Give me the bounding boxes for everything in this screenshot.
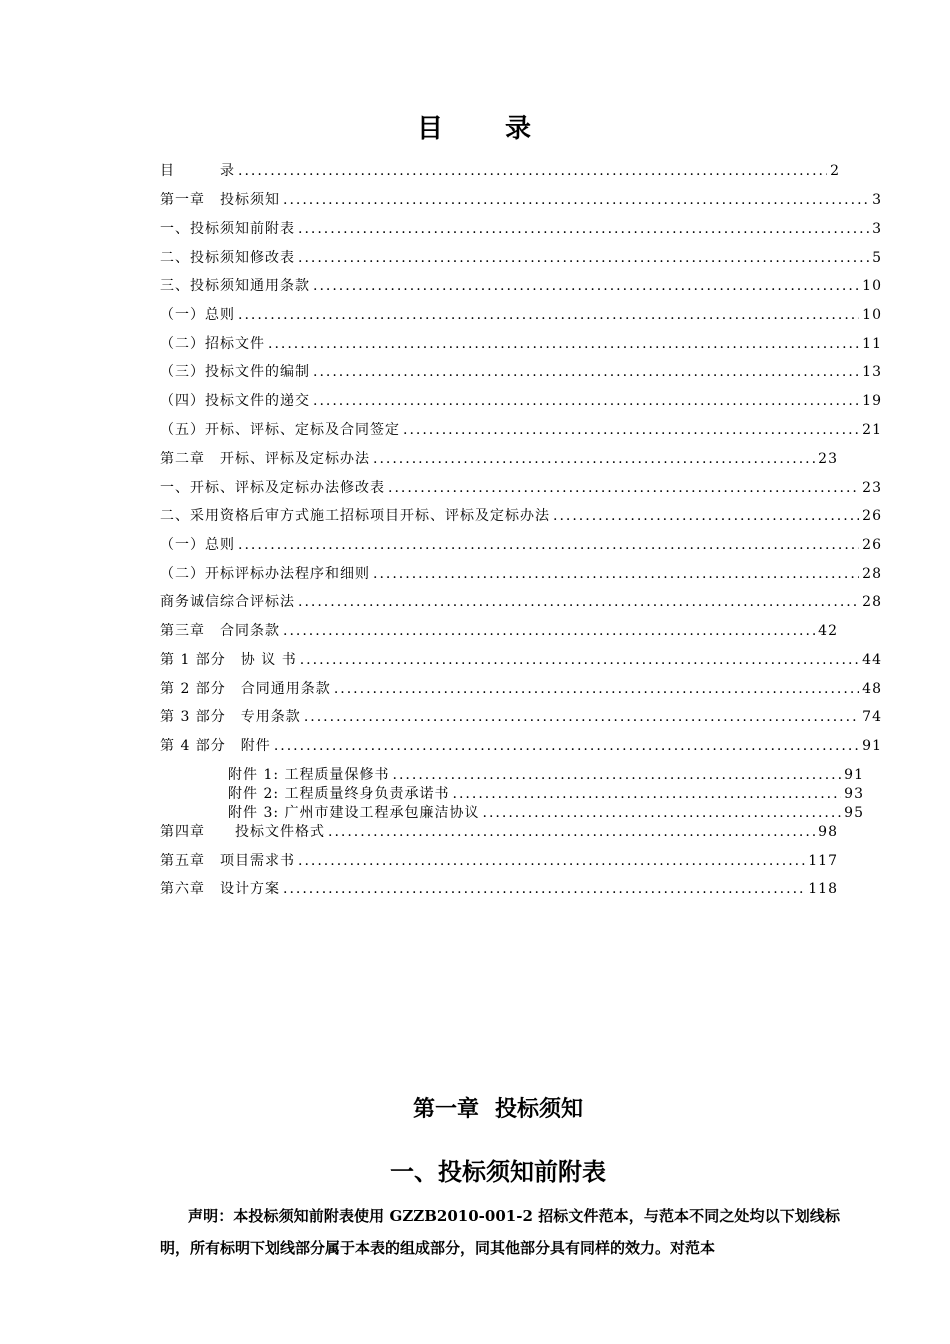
- toc-entry[interactable]: [160, 448, 838, 470]
- toc-entry[interactable]: [160, 333, 882, 355]
- toc-entry-page: 93: [844, 786, 864, 802]
- toc-leader: [313, 361, 859, 383]
- toc-entry-page: 28: [862, 566, 882, 582]
- toc-entry-page: 44: [862, 652, 882, 668]
- toc-entry-page: 42: [818, 623, 838, 639]
- toc-leader: [313, 275, 859, 297]
- toc-leader: [298, 247, 869, 269]
- toc-leader: [238, 534, 859, 556]
- toc-leader: [298, 218, 869, 240]
- toc-leader: [373, 563, 859, 585]
- toc-entry-page: 95: [844, 805, 864, 821]
- toc-entry-page: 10: [862, 278, 882, 294]
- toc-entry-label: （三）投标文件的编制: [160, 364, 310, 380]
- toc-entry-page: 118: [808, 881, 838, 897]
- toc-entry-page: 26: [862, 508, 882, 524]
- toc-entry-label: 二、采用资格后审方式施工招标项目开标、评标及定标办法: [160, 508, 550, 524]
- toc-entry[interactable]: [160, 878, 838, 900]
- toc-entry-label: （二）招标文件: [160, 336, 265, 352]
- section-title: 一、投标须知前附表: [390, 1157, 606, 1186]
- toc-entry-page: 13: [862, 364, 882, 380]
- toc-title-left: 目: [416, 114, 445, 144]
- toc-entry-label: 第五章 项目需求书: [160, 853, 295, 869]
- toc-entry[interactable]: [160, 649, 882, 671]
- toc-leader: [388, 477, 859, 499]
- toc-entry-page: 23: [818, 451, 838, 467]
- toc-leader: [298, 591, 859, 613]
- toc-entry-label: 第 4 部分 附件: [160, 738, 271, 754]
- toc-title: [0, 108, 950, 145]
- toc-entry-label: 第 3 部分 专用条款: [160, 709, 301, 725]
- toc-entry-page: 74: [862, 709, 882, 725]
- toc-entry[interactable]: [160, 821, 838, 843]
- toc-entry-label: 第三章 合同条款: [160, 623, 280, 639]
- toc-entry[interactable]: [160, 419, 882, 441]
- toc-entry[interactable]: [160, 563, 882, 585]
- toc-entry[interactable]: [160, 160, 840, 182]
- toc-leader: [274, 735, 859, 757]
- toc-title-right: 录: [505, 114, 534, 144]
- toc-leader: [313, 390, 859, 412]
- toc-leader: [238, 160, 827, 182]
- toc-leader: [403, 419, 859, 441]
- toc-entry-label: （二）开标评标办法程序和细则: [160, 566, 370, 582]
- toc-entry-label: 第四章 投标文件格式: [160, 824, 325, 840]
- toc-entry-label: 附件 1: 工程质量保修书: [228, 767, 390, 783]
- toc-leader: [334, 678, 859, 700]
- toc-entry[interactable]: [160, 505, 882, 527]
- toc-entry-page: 117: [808, 853, 838, 869]
- toc-entry[interactable]: [160, 390, 882, 412]
- toc-entry-page: 3: [872, 192, 882, 208]
- toc-entry-label: 第 2 部分 合同通用条款: [160, 681, 331, 697]
- toc-entry-label: 二、投标须知修改表: [160, 250, 295, 266]
- chapter-title: [0, 1092, 950, 1123]
- toc-entry-page: 91: [844, 767, 864, 783]
- toc-entry[interactable]: [160, 477, 882, 499]
- toc-entry[interactable]: [160, 678, 882, 700]
- toc-entry-label: （四）投标文件的递交: [160, 393, 310, 409]
- toc-entry-label: 一、投标须知前附表: [160, 221, 295, 237]
- toc-entry[interactable]: [160, 850, 838, 872]
- toc-entry-page: 5: [872, 250, 882, 266]
- toc-entry[interactable]: [160, 247, 882, 269]
- toc-entry[interactable]: [160, 706, 882, 728]
- statement-paragraph: 声明：本投标须知前附表使用 GZZB2010-001-2 招标文件范本，与范本不同之处均以下划线标明，所有标明下划线部分属于本表的组成部分，同其他部分具有同样的效力。对范本: [160, 1207, 840, 1257]
- toc-entry-label: 第二章 开标、评标及定标办法: [160, 451, 370, 467]
- toc-leader: [373, 448, 815, 470]
- toc-entry-label: 附件 2: 工程质量终身负责承诺书: [228, 786, 450, 802]
- toc-entry[interactable]: [160, 620, 838, 642]
- toc-entry[interactable]: [160, 218, 882, 240]
- toc-entry[interactable]: [160, 275, 882, 297]
- toc-entry[interactable]: [160, 534, 882, 556]
- toc-entry[interactable]: [160, 304, 882, 326]
- toc-leader: [553, 505, 859, 527]
- toc-leader: [268, 333, 859, 355]
- toc-leader: [298, 850, 805, 872]
- toc-leader: [328, 821, 815, 843]
- toc-leader: [283, 878, 805, 900]
- toc-entry[interactable]: [160, 591, 882, 613]
- toc-entry-page: 26: [862, 537, 882, 553]
- toc-entry-label: 三、投标须知通用条款: [160, 278, 310, 294]
- toc-leader: [304, 706, 859, 728]
- toc-entry-page: 48: [862, 681, 882, 697]
- toc-leader: [238, 304, 859, 326]
- toc-entry-page: 23: [862, 480, 882, 496]
- toc-entry-label: （五）开标、评标、定标及合同签定: [160, 422, 400, 438]
- toc-entry-label: 第六章 设计方案: [160, 881, 280, 897]
- toc-entry-label: 商务诚信综合评标法: [160, 594, 295, 610]
- toc-entry-label: 第一章 投标须知: [160, 192, 280, 208]
- toc-entry-page: 11: [862, 336, 882, 352]
- chapter-number: 第一章: [412, 1096, 479, 1122]
- toc-entry-page: 28: [862, 594, 882, 610]
- toc-leader: [300, 649, 859, 671]
- toc-entry-label: 附件 3: 广州市建设工程承包廉洁协议: [228, 805, 480, 821]
- toc-entry-page: 98: [818, 824, 838, 840]
- toc-entry-label: 一、开标、评标及定标办法修改表: [160, 480, 385, 496]
- toc-leader: [283, 189, 869, 211]
- toc-entry-label: 第 1 部分 协 议 书: [160, 652, 297, 668]
- toc-entry-page: 10: [862, 307, 882, 323]
- toc-entry-label: （一）总则: [160, 537, 235, 553]
- toc-entry-page: 21: [862, 422, 882, 438]
- toc-entry[interactable]: [160, 361, 882, 383]
- chapter-name: 投标须知: [495, 1096, 584, 1122]
- toc-entry-label: 目 录: [160, 163, 235, 179]
- toc-entry-page: 2: [830, 163, 840, 179]
- toc-leader: [283, 620, 815, 642]
- toc-entry[interactable]: [160, 189, 882, 211]
- toc-entry-page: 3: [872, 221, 882, 237]
- toc-entry[interactable]: [160, 735, 882, 757]
- toc-entry-label: （一）总则: [160, 307, 235, 323]
- toc-entry-page: 91: [862, 738, 882, 754]
- toc-entry-page: 19: [862, 393, 882, 409]
